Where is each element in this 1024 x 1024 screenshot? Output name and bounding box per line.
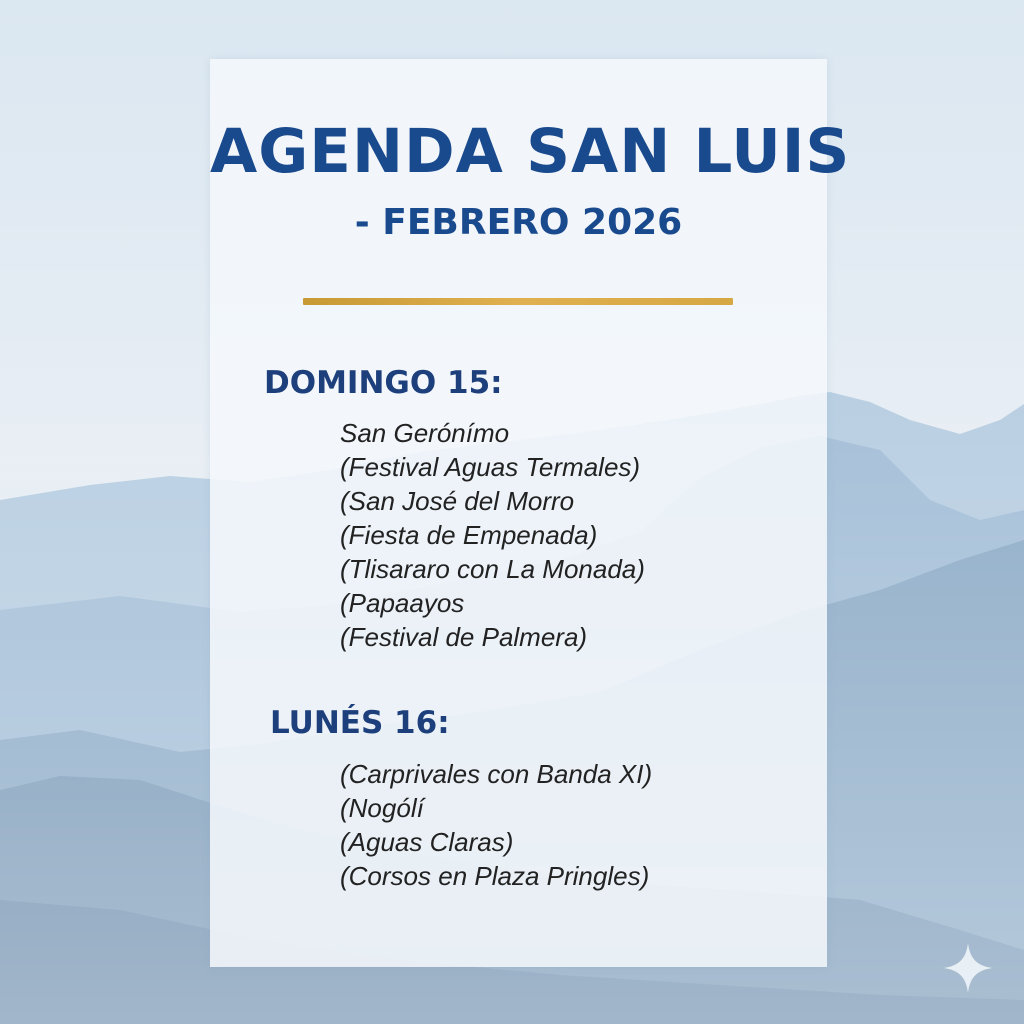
day-heading-domingo: DOMINGO 15:	[264, 365, 503, 401]
gold-divider	[303, 298, 733, 305]
page-subtitle: - FEBRERO 2026	[354, 202, 683, 243]
sparkle-icon	[941, 941, 995, 995]
list-item: (Aguas Claras)	[340, 827, 514, 857]
list-item: (Carprivales con Banda XI)	[340, 759, 653, 789]
list-item: (Festival de Palmera)	[340, 622, 588, 652]
list-item: San Gerónímo	[340, 418, 510, 448]
list-item: (Papaayos	[340, 588, 465, 618]
day-heading-lunes: LUNÉS 16:	[270, 705, 450, 741]
list-item: (Corsos en Plaza Pringles)	[340, 861, 650, 891]
page-title: AGENDA SAN LUIS	[210, 116, 851, 187]
list-item: (Nogólí	[340, 793, 424, 823]
list-item: (Tlisararo con La Monada)	[340, 554, 645, 584]
agenda-card	[210, 59, 851, 967]
list-item: (Fiesta de Empenada)	[340, 520, 598, 550]
list-item: (San José del Morro	[340, 486, 575, 516]
event-list-domingo	[340, 416, 645, 654]
list-item: (Festival Aguas Termales)	[340, 452, 641, 482]
event-list-lunes	[340, 757, 652, 893]
